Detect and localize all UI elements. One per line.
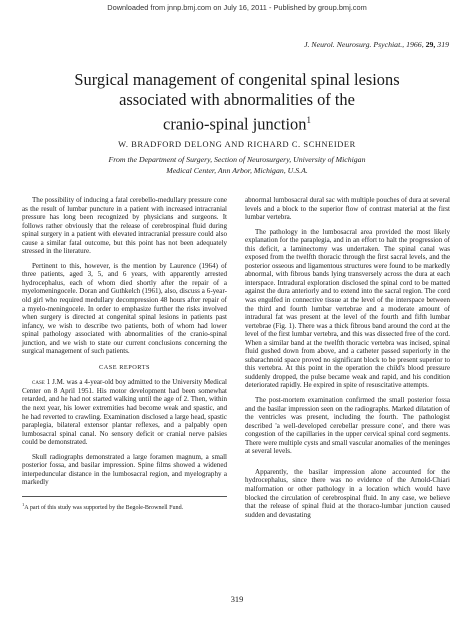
journal-volume: 29, <box>425 40 436 49</box>
page-number: 319 <box>230 595 244 604</box>
right-column <box>245 196 450 519</box>
journal-year: 1966, <box>406 40 424 49</box>
journal-page: 319 <box>437 40 449 49</box>
case-1-text: J.M. was a 4-year-old boy admitted to the University Medical Center on 8 April 1951. His motor development had been somewhat retarded, and he had not started walking until the age of 2. Then, within the next year, his lower extremities had become weak and spastic, and he had reverted to crawling. Examination disclosed a large head, spastic paraplegia, bilateral extensor plantar reflexes, and a palpably open lumbosacral spinal canal. No sensory deficit or cranial nerve palsies could be demonstrated. <box>22 378 227 447</box>
footnote-divider <box>22 496 227 497</box>
paragraph-pathology: The pathology in the lumbosacral area provided the most likely explanation for the paraplegia, and in an effort to halt the progression of this deficit, a laminectomy was undertaken. The spinal canal was exposed from the twelfth thoracic through the first sacral levels, and the posterior osseous and ligamentous structures were found to be markedly abnormal, with fibrous bands lying transversely across the dura at each interspace. Intradural exploration disclosed the spinal cord to be matted against the dura anteriorly and to extend into the sacral region. The cord was engulfed in connective tissue at the level of the interspace between the third and fourth lumbar vertebrae and a moderate amount of intradural fat was present at the level of the fourth and fifth lumbar vertebrae (Fig. 1). There was a thick fibrous band around the cord at the level of the first lumbar vertebra, and this was dissected free of the cord. When a similar band at the twelfth thoracic vertebra was incised, spinal fluid gushed down from above, and a catheter passed superiorly in the subarachnoid space proved no significant block to be present superior to this vertebra. At this point in the operation the child's blood pressure suddenly dropped, the pulse became weak and rapid, and his condition deteriorated rapidly. He expired in spite of resuscitative attempts. <box>245 227 450 390</box>
paragraph-post-mortem: The post-mortem examination confirmed the small posterior fossa and the basilar impression seen on the radiographs. Marked dilatation of the ventricles was present, including the fourth. The pathologist described 'a well-developed cerebellar pressure cone', and there was congestion of the capillaries in the upper cervical spinal cord segments. There were multiple cysts and small vascular anomalies of the meninges at several levels. <box>245 396 450 456</box>
paragraph-pertinent: Pertinent to this, however, is the mention by Laurence (1964) of three patients, aged 3, 5, and 6 years, with apparently arrested hydrocephalus, each of whom died shortly after the repair of a myelomeningocele. Doran and Guthkelch (1961), also, discuss a 6-year-old girl who required medullary decompression 48 hours after repair of a myelo-meningocele. In order to emphasize further the risks involved when surgery is directed at congenital spinal lesions in patients past infancy, we wish to describe two patients, both of whom had lower spinal pathology associated with abnormalities of the cranio-spinal junction, and we wish to state our current conclusions concerning the surgical management of such patients. <box>22 261 227 356</box>
footnote-text: A part of this study was supported by the Begole-Brownell Fund. <box>24 504 184 511</box>
case-1-label: case 1 <box>32 378 51 387</box>
paragraph-intro: The possibility of inducing a fatal cerebello-medullary pressure cone as the result of lumbar puncture in a patient with increased intracranial pressure has long been recognized by physicians and surgeons. It follows rather obviously that the release of cerebrospinal fluid during spinal surgery in a patient with elevated intracranial pressure could also cause a similar fatal outcome, but this point has not been adequately stressed in the literature. <box>22 196 227 256</box>
download-banner: Downloaded from jnnp.bmj.com on July 16, 2011 - Published by group.bmj.com <box>107 3 367 12</box>
paragraph-case-1 <box>22 378 227 446</box>
left-column <box>22 196 227 512</box>
title-line-3 <box>20 110 454 134</box>
section-heading-case-reports: CASE REPORTS <box>99 363 150 371</box>
title-line-1: Surgical management of congenital spinal lesions <box>74 70 400 89</box>
paragraph-skull-radiographs: Skull radiographs demonstrated a large foramen magnum, a small posterior fossa, and basilar impression. Spine films showed a widened interpeduncular distance in the lumbosacral region, and myelography a markedly <box>22 452 227 487</box>
footnote-mark: 1 <box>22 501 25 507</box>
title-footnote-mark: 1 <box>306 115 311 125</box>
footnote <box>22 501 227 512</box>
title-line-3-text: cranio-spinal junction <box>163 114 307 134</box>
paragraph-continued: abnormal lumbosacral dural sac with multiple pouches of dura at several levels and a block to the superior flow of contrast material at the first lumbar vertebra. <box>245 196 450 222</box>
article-title <box>20 70 454 134</box>
journal-name: J. Neurol. Neurosurg. Psychiat., <box>304 40 405 49</box>
title-line-2: associated with abnormalities of the <box>119 90 355 109</box>
paragraph-apparently: Apparently, the basilar impression alone accounted for the hydrocephalus, since there was no evidence of the Arnold-Chiari malformation or other pathology in a location which would have blocked the circulation of cerebrospinal fluid. In any case, we believe that the release of spinal fluid at the thoraco-lumbar junction caused sudden and devastating <box>245 467 450 519</box>
journal-citation <box>304 40 449 49</box>
affiliation-line-1: From the Department of Surgery, Section of Neurosurgery, University of Michigan <box>108 155 366 164</box>
affiliation-line-2: Medical Center, Ann Arbor, Michigan, U.S.A. <box>166 165 308 175</box>
affiliation <box>20 155 454 176</box>
author-line: W. BRADFORD DELONG AND RICHARD C. SCHNEIDER <box>118 140 356 149</box>
